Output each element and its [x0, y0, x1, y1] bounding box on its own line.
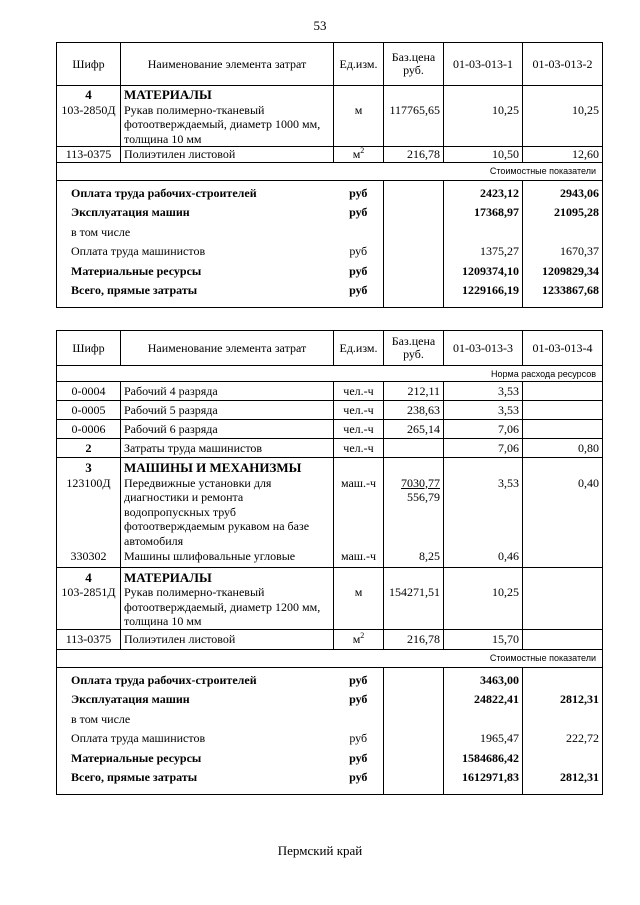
resource-table-1 [56, 42, 602, 308]
table-row: 0-0005 Рабочий 5 разряда чел.-ч 238,63 3,53 [57, 401, 603, 420]
summary-row: Оплата труда машинистов руб 1965,47 222,72 [57, 729, 603, 749]
summary-row: Оплата труда машинистов руб 1375,27 1670,37 [57, 242, 603, 262]
section-number: 4 [57, 86, 121, 103]
header-name: Наименование элемента затрат [121, 43, 334, 86]
summary-row: в том числе [57, 710, 603, 730]
header-col2: 01-03-013-4 [523, 331, 603, 366]
section-row [57, 458, 603, 476]
section-title: МАТЕРИАЛЫ [121, 567, 334, 585]
page-number: 53 [313, 18, 327, 33]
table-row: 103-2851Д Рукав полимерно-тканевый фотоотверждаемый, диаметр 1200 мм, толщина 10 мм м 154271,51 10,25 [57, 585, 603, 629]
table-row: 123100Д Передвижные установки для диагностики и ремонта водопропускных труб фотоотверждаемым рукавом на базе автомобиля маш.-ч 7030,77 556,79 3,53 0,40 [57, 476, 603, 550]
cost-indicators-label: Стоимостные показатели [57, 162, 603, 180]
table-header-row [57, 331, 603, 366]
cost-indicators-label: Стоимостные показатели [57, 649, 603, 667]
table-row: 113-0375 Полиэтилен листовой $м^2$ 216,78 10,50 12,60 [57, 147, 603, 163]
header-col2: 01-03-013-2 [523, 43, 603, 86]
table-row: 103-2850Д Рукав полимерно-тканевый фотоотверждаемый, диаметр 1000 мм, толщина 10 мм м 117765,65 10,25 10,25 [57, 103, 603, 147]
summary-row: Материальные ресурсы руб 1584686,42 [57, 749, 603, 769]
summary-row: Всего, прямые затраты руб 1612971,83 2812,31 [57, 768, 603, 794]
subheader-row [57, 366, 603, 382]
header-price: Баз.цена руб. [384, 43, 444, 86]
header-code: Шифр [57, 331, 121, 366]
header-col1: 01-03-013-1 [444, 43, 523, 86]
section-number: 4 [57, 567, 121, 585]
header-price: Баз.цена руб. [384, 331, 444, 366]
header-unit: Ед.изм. [334, 331, 384, 366]
header-unit: Ед.изм. [334, 43, 384, 86]
table-row: 113-0375 Полиэтилен листовой $м^2$ 216,78 15,70 [57, 629, 603, 649]
summary-row: в том числе [57, 223, 603, 243]
section-row [57, 567, 603, 585]
summary-row: Всего, прямые затраты руб 1229166,19 1233867,68 [57, 281, 603, 307]
subheader-row [57, 162, 603, 180]
section-number: 3 [57, 458, 121, 476]
table-row: 0-0004 Рабочий 4 разряда чел.-ч 212,11 3,53 [57, 382, 603, 401]
resource-norm-label: Норма расхода ресурсов [57, 366, 603, 382]
table-row: 330302 Машины шлифовальные угловые маш.-ч 8,25 0,46 [57, 549, 603, 567]
header-code: Шифр [57, 43, 121, 86]
summary-row: Эксплуатация машин руб 24822,41 2812,31 [57, 690, 603, 710]
resource-table-2 [56, 330, 602, 795]
table-row: 2 Затраты труда машинистов чел.-ч 7,06 0,80 [57, 439, 603, 458]
section-title: МАТЕРИАЛЫ [121, 86, 334, 103]
header-col1: 01-03-013-3 [444, 331, 523, 366]
subheader-row [57, 649, 603, 667]
footer-region: Пермский край [277, 843, 363, 858]
summary-row: Материальные ресурсы руб 1209374,10 1209829,34 [57, 262, 603, 282]
table-row: 0-0006 Рабочий 6 разряда чел.-ч 265,14 7,06 [57, 420, 603, 439]
summary-row: Эксплуатация машин руб 17368,97 21095,28 [57, 203, 603, 223]
header-name: Наименование элемента затрат [121, 331, 334, 366]
section-title: МАШИНЫ И МЕХАНИЗМЫ [121, 458, 334, 476]
summary-row: Оплата труда рабочих-строителей руб 3463,00 [57, 667, 603, 690]
section-row [57, 86, 603, 103]
table-header-row [57, 43, 603, 86]
summary-row: Оплата труда рабочих-строителей руб 2423,12 2943,06 [57, 180, 603, 203]
